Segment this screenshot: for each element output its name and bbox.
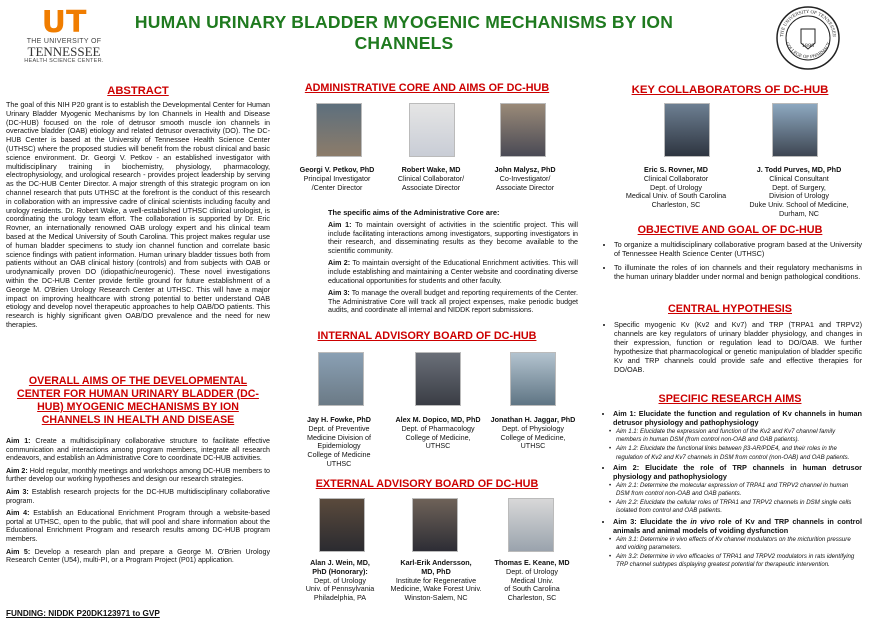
abstract-text: The goal of this NIH P20 grant is to establish the Developmental Center for Human Urinary Bladder Myogenic Mechanisms by Ion Channels in Health and Disease (DC-HUB) focused on the role of detrusor smooth muscle ion channels in overactive bladder (OAB) etiology and related detrusor overactivity (DO). The DC-HUB Center is based at the University of Tennessee Health Science Center (UTHSC) where the proposed studies will benefit from the robust clinical and basic science environment. Dr. Georgi V. Petkov - an established investigator with multidisciplinary training in biochemistry, physiology, pharmacology, electrophysiology, and urological research - provides project leadership by serving as the DC-HUB Center Director. A major strength of this strategic program on ion channel research that puts UTHSC at the forefront is the conduct of this research in collaboration with an impressive cadre of clinical scientists including faculty and urology residents. Dr. Robert Wake, a well-established UTHSC clinical urologist, is coordinating the urology team effort. The collaboration is supported by Dr. Eric Rovner, an internationally renowned OAB urology expert and his clinical team based at the Medical University of South Carolina. This project makes regular use of human bladder specimens to study ion channel function and correlate basic science findings with patient information. Human urinary bladder tissues both from patients without an OAB clinical history (controls) and from subjects with OAB or urodynamically proven DO (idiopathic/neurogenic). These novel investigations within the DC-HUB Center provide fertile ground for future establishment of a George M. O'Brien Urology Research Center at UTHSC. This will have a major impact on improving healthcare with strong potential to better understand OAB etiology and develop novel therapeutic approaches to help OAB/DO patients. This research is highly significant given OAB/DO prevalence and the need for new therapies. xyxy=(6,100,270,329)
external-board-heading: EXTERNAL ADVISORY BOARD OF DC-HUB xyxy=(315,478,539,490)
research-sub-aim: • Aim 3.1: Determine in vivo effects of Kv channel modulators on the micturition pressure and voiding parameters. xyxy=(616,536,862,552)
objective-item: • To organize a multidisciplinary collaborative program based at the University of Tennessee Health Science Center (UTHSC) xyxy=(614,240,862,258)
seal-top-text: THE UNIVERSITY OF TENNESSEE xyxy=(778,8,838,38)
research-sub-aim: • Aim 3.2: Determine in vivo efficacies of TRPA1 and TRPV2 modulators in rats identifying TRP channel subtypes displaying greatest potential for therapeutic intervention. xyxy=(616,553,862,569)
overall-aim-2: Aim 2: Hold regular, monthly meetings and workshops among DC-HUB members to further develop our working hypotheses and design our research strategies. xyxy=(6,466,270,484)
purves-photo xyxy=(772,103,818,157)
jaggar-caption: Jonathan H. Jaggar, PhD Dept. of Physiology College of Medicine, UTHSC xyxy=(490,415,576,451)
dopico-photo xyxy=(415,352,461,406)
hypothesis-heading: CENTRAL HYPOTHESIS xyxy=(668,303,792,315)
research-aim-1: • Aim 1: Elucidate the function and regulation of Kv channels in human detrusor physiology and pathophysiology xyxy=(613,409,862,427)
research-sub-aim: • Aim 2.2: Elucidate the cellular roles of TRPA1 and TRPV2 channels in DSM single cells isolated from control and OAB patients. xyxy=(616,499,862,515)
collaborators-heading: KEY COLLABORATORS OF DC-HUB xyxy=(631,84,829,96)
admin-aims xyxy=(328,208,578,319)
seal-year: 1898 xyxy=(801,43,815,49)
admin-aim-1: Aim 1: To maintain oversight of activities in the scientific project. This will include facilitating interactions among investigators, supporting investigators in their research, and disseminating results as they become available to the scientific community. xyxy=(328,221,579,255)
internal-board-heading: INTERNAL ADVISORY BOARD OF DC-HUB xyxy=(317,330,537,342)
overall-aim-1: Aim 1: Create a multidisciplinary collaborative structure to facilitate effective communication and interactions among program members, integrate all research endeavors, and establish an Administrative Core to coordinate DC-HUB activities. xyxy=(6,437,271,463)
college-seal-icon xyxy=(775,5,841,71)
wake-caption: Robert Wake, MD Clinical Collaborator/ Associate Director xyxy=(397,165,465,192)
purves-caption: J. Todd Purves, MD, PhD Clinical Consultant Dept. of Surgery, Division of Urology Duke Univ. School of Medicine, Durham, NC xyxy=(749,165,849,218)
research-aims-heading: SPECIFIC RESEARCH AIMS xyxy=(658,393,802,405)
andersson-caption: Karl-Erik Andersson, MD, PhD Institute for Regenerative Medicine, Wake Forest Univ. Winston-Salem, NC xyxy=(390,558,482,603)
wein-caption: Alan J. Wein, MD, PhD (Honorary): Dept. of Urology Univ. of Pennsylvania Philadelphia, PA xyxy=(305,558,375,603)
funding-note: FUNDING: NIDDK P20DK123971 to GVP xyxy=(6,609,160,618)
seal-bottom-text: COLLEGE OF PHARMACY xyxy=(784,41,832,60)
admin-aim-3: Aim 3: To manage the overall budget and reporting requirements of the Center. The Administrative Core will track all project expenses, make periodic budget audits, and coordinate all internal and NIDDK report submissions. xyxy=(328,289,579,315)
malysz-photo xyxy=(500,103,546,157)
overall-aims-list xyxy=(6,437,270,569)
research-aim-2: • Aim 2: Elucidate the role of TRP channels in human detrusor physiology and pathophysiology xyxy=(613,463,862,481)
overall-aim-5: Aim 5: Develop a research plan and prepare a George M. O'Brien Urology Research Center (U54), multi-PI, or a Program Project (P01) application. xyxy=(6,547,270,565)
research-sub-aim: • Aim 1.2: Elucidate the functional links between β3-AR/PDE4, and their roles in the regulation of Kv2 and Kv7 channels in DSM from control (non-OAB) and OAB patients. xyxy=(616,445,862,461)
rovner-caption: Eric S. Rovner, MD Clinical Collaborator Dept. of Urology Medical Univ. of South Carolina Charleston, SC xyxy=(625,165,727,210)
wein-photo xyxy=(319,498,365,552)
admin-aim-2: Aim 2: To maintain oversight of the Educational Enrichment activities. This will include establishing and maintaining a Center website and coordinating diverse educational opportunities for students and other faculty. xyxy=(328,259,578,285)
logo-line-1: THE UNIVERSITY OF xyxy=(26,38,102,45)
keane-caption: Thomas E. Keane, MD Dept. of Urology Medical Univ. of South Carolina Charleston, SC xyxy=(494,558,570,603)
ut-logo xyxy=(14,5,114,78)
petkov-photo xyxy=(316,103,362,157)
admin-heading: ADMINISTRATIVE CORE AND AIMS OF DC-HUB xyxy=(304,82,550,94)
rovner-photo xyxy=(664,103,710,157)
poster-title: HUMAN URINARY BLADDER MYOGENIC MECHANISMS BY ION CHANNELS xyxy=(134,12,674,53)
hypothesis-text: • Specific myogenic Kv (Kv2 and Kv7) and TRP (TRPA1 and TRPV2) channels are key regulators of urinary bladder physiology, and changes in their expression, function or regulation lead to DO/OAB. We further hypothesize that pharmacological or genetic manipulation of bladder specific Kv and TRP channels could provide safe and effective therapies for DO/OAB. xyxy=(614,320,862,374)
research-aim-3: • Aim 3: Elucidate the in vivo role of Kv and TRP channels in control animals and animal models of voiding dysfunction xyxy=(613,517,862,535)
research-sub-aim: • Aim 2.1: Determine the molecular expression of TRPA1 and TRPV2 channel in human DSM from control non-OAB and OAB patients. xyxy=(616,482,862,498)
research-aims-list xyxy=(604,409,862,570)
overall-aim-4: Aim 4: Establish an Educational Enrichment Program through a website-based portal at UTHSC, open to the public, that will pool and share information about the Educational Enrichment Program and research results among DC-HUB program members. xyxy=(6,509,270,543)
abstract-heading: ABSTRACT xyxy=(107,85,169,97)
jaggar-photo xyxy=(510,352,556,406)
fowke-caption: Jay H. Fowke, PhD Dept. of Preventive Medicine Division of Epidemiology College of Medicine UTHSC xyxy=(307,415,371,468)
logo-line-2: TENNESSEE xyxy=(27,44,101,59)
overall-aims-heading: OVERALL AIMS OF THE DEVELOPMENTAL CENTER FOR HUMAN URINARY BLADDER (DC-HUB) MYOGENIC MECHANISMS BY ION CHANNELS IN HEALTH AND DISEASE xyxy=(17,375,259,426)
hypothesis-block xyxy=(604,320,862,379)
objective-item: • To illuminate the roles of ion channels and their regulatory mechanisms in the human urinary bladder under normal and benign pathological conditions. xyxy=(614,263,862,281)
research-sub-aim: • Aim 1.1: Elucidate the expression and function of the Kv2 and Kv7 channel family members in human DSM (from control non-OAB and OAB patients). xyxy=(616,428,862,444)
fowke-photo xyxy=(318,352,364,406)
petkov-caption: Georgi V. Petkov, PhD Principal Investigator /Center Director xyxy=(299,165,375,192)
malysz-caption: John Malysz, PhD Co-Investigator/ Associate Director xyxy=(494,165,556,192)
overall-aim-3: Aim 3: Establish research projects for the DC-HUB multidisciplinary collaborative program. xyxy=(6,487,270,505)
ut-logo-mark: UT xyxy=(41,5,87,40)
keane-photo xyxy=(508,498,554,552)
admin-aims-title: The specific aims of the Administrative Core are: xyxy=(328,208,500,217)
logo-line-3: HEALTH SCIENCE CENTER. xyxy=(24,58,104,64)
objective-heading: OBJECTIVE AND GOAL OF DC-HUB xyxy=(637,224,823,236)
wake-photo xyxy=(409,103,455,157)
dopico-caption: Alex M. Dopico, MD, PhD Dept. of Pharmacology College of Medicine, UTHSC xyxy=(395,415,481,451)
andersson-photo xyxy=(412,498,458,552)
objective-list xyxy=(604,240,862,286)
